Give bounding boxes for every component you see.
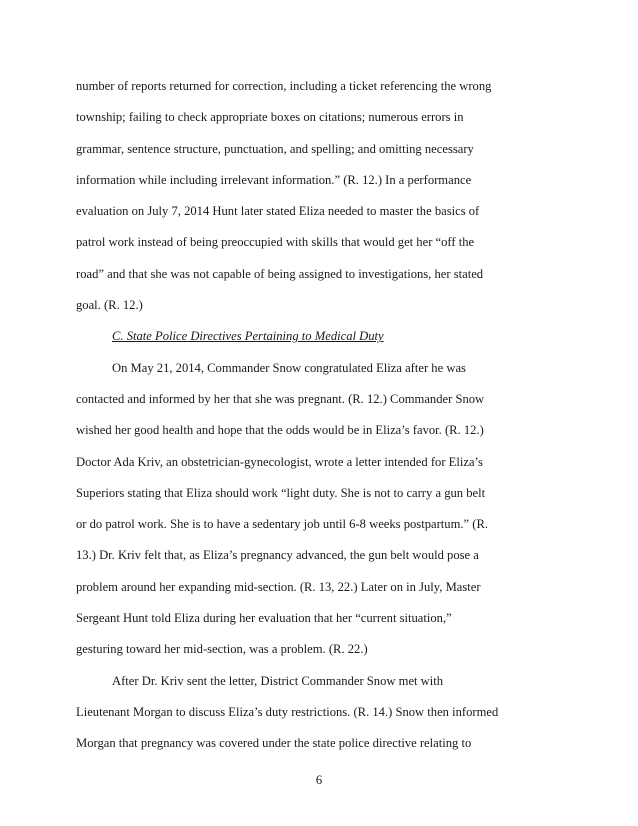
text-line: Morgan that pregnancy was covered under the state police directive relating to — [76, 736, 472, 751]
text-line: On May 21, 2014, Commander Snow congratulated Eliza after he was — [112, 360, 466, 375]
text-line: wished her good health and hope that the odds would be in Eliza’s favor. (R. 12.) — [76, 423, 484, 438]
text-line: road” and that she was not capable of being assigned to investigations, her stated — [76, 266, 484, 281]
text-line: or do patrol work. She is to have a sedentary job until 6-8 weeks postpartum.” (R. — [76, 517, 489, 532]
section-heading — [76, 321, 576, 352]
text-line: Sergeant Hunt told Eliza during her evaluation that her “current situation,” — [76, 611, 452, 626]
text-line: gesturing toward her mid-section, was a problem. (R. 22.) — [76, 642, 368, 657]
text-line: 13.) Dr. Kriv felt that, as Eliza’s pregnancy advanced, the gun belt would pose a — [76, 548, 479, 563]
text-line: township; failing to check appropriate boxes on citations; numerous errors in — [76, 110, 464, 125]
text-line: problem around her expanding mid-section. (R. 13, 22.) Later on in July, Master — [76, 579, 481, 594]
text-line: Doctor Ada Kriv, an obstetrician-gynecologist, wrote a letter intended for Eliza’s — [76, 454, 483, 469]
text-line: goal. (R. 12.) — [76, 298, 143, 313]
text-line: After Dr. Kriv sent the letter, District Commander Snow met with — [112, 673, 444, 688]
page-number: 6 — [315, 773, 323, 787]
text-line: Lieutenant Morgan to discuss Eliza’s duty restrictions. (R. 14.) Snow then informed — [76, 704, 499, 719]
text-line: contacted and informed by her that she was pregnant. (R. 12.) Commander Snow — [76, 391, 485, 406]
text-line: information while including irrelevant information.” (R. 12.) In a performance — [76, 172, 472, 187]
text-line: Superiors stating that Eliza should work “light duty. She is not to carry a gun belt — [76, 485, 486, 500]
section-heading-text: C. State Police Directives Pertaining to Medical Duty — [112, 329, 384, 344]
text-line: patrol work instead of being preoccupied with skills that would get her “off the — [76, 235, 475, 250]
body-text — [76, 71, 576, 760]
text-line: grammar, sentence structure, punctuation, and spelling; and omitting necessary — [76, 141, 474, 156]
text-line: evaluation on July 7, 2014 Hunt later stated Eliza needed to master the basics of — [76, 204, 480, 219]
text-line: number of reports returned for correction, including a ticket referencing the wrong — [76, 79, 492, 93]
